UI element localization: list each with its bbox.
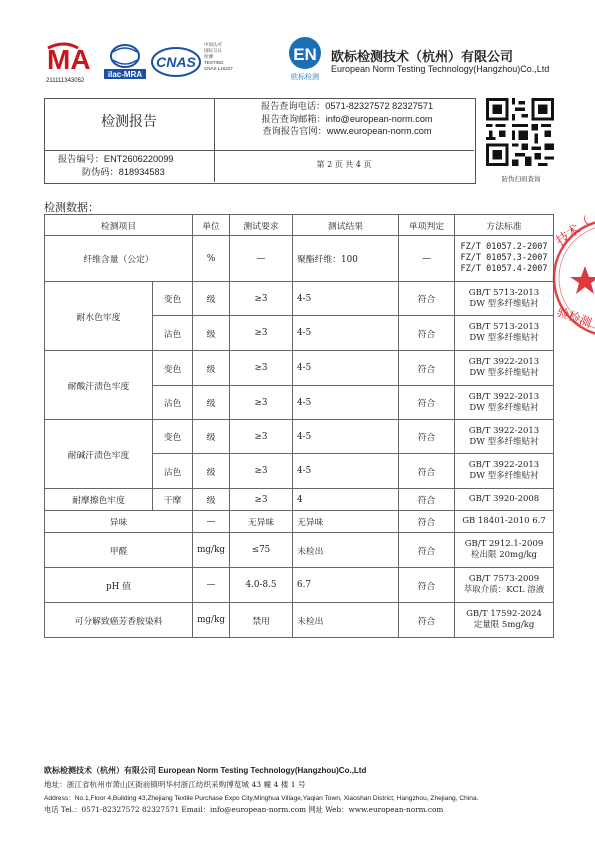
ilac-text: ilac-MRA [107,70,143,79]
table-cell: ≥3 [230,454,293,489]
table-cell: GB/T 7573-2009 萃取介质：KCL 溶液 [455,568,554,603]
table-cell: GB 18401-2010 6.7 [455,511,554,533]
table-cell: 沾色 [153,316,193,351]
table-cell: 4-5 [293,282,399,316]
table-cell: 4-5 [293,420,399,454]
table-cell: 6.7 [293,568,399,603]
table-cell: ≥3 [230,351,293,386]
table-cell: 沾色 [153,386,193,420]
company-name-en: European Norm Testing Technology(Hangzhou)Co.,Ltd [331,64,550,74]
table-cell: 沾色 [153,454,193,489]
table-cell: 符合 [399,316,455,351]
table-cell: 级 [193,454,230,489]
table-cell: 变色 [153,282,193,316]
footer-address-en: Address：No.1,Floor 4,Building 43,Zhejiang Textile Purchase Expo City,Minghua Village,Yaqian Town, Xiaoshan District, Hangzhou, Zhejiang, China. [44,795,479,802]
table-cell: 级 [193,420,230,454]
table-cell: 变色 [153,351,193,386]
header-judgement: 单项判定 [399,215,455,236]
table-cell: % [193,236,230,282]
table-cell: FZ/T 01057.2-2007 FZ/T 01057.3-2007 FZ/T 01057.4-2007 [455,236,554,282]
cma-code: 211111343052 [46,78,85,84]
header-item: 检测项目 [45,215,193,236]
table-row [45,603,554,638]
email-line: 报告查询邮箱：info@european-norm.com [261,113,433,124]
table-cell: 符合 [399,454,455,489]
table-cell: 无异味 [230,511,293,533]
header-method: 方法标准 [455,215,554,236]
header-requirement: 测试要求 [230,215,293,236]
table-cell: 耐摩擦色牢度 [45,489,153,511]
footer-address-cn: 地址：浙江省杭州市萧山区衙前镇明华村浙江纺织采购博览城 43 幢 4 楼 1 号 [44,780,306,789]
table-cell: 符合 [399,511,455,533]
company-name-cn: 欧标检测技术（杭州）有限公司 [331,49,514,64]
table-cell: ≥3 [230,420,293,454]
table-row [45,511,554,533]
table-cell: — [193,511,230,533]
table-header-row [45,215,554,236]
table-cell: — [399,236,455,282]
table-row [45,533,554,568]
table-cell: 4-5 [293,316,399,351]
report-contact-info [220,100,474,138]
footer-contact: 电话 Tel.：0571-82327572 82327571 Email：info@european-norm.com 网址 Web：www.european-norm.com [44,805,444,814]
table-cell: ≥3 [230,386,293,420]
table-cell: 符合 [399,282,455,316]
table-cell: 符合 [399,420,455,454]
table-cell: 禁用 [230,603,293,638]
table-cell: GB/T 3920-2008 [455,489,554,511]
table-cell: 可分解致癌芳香胺染料 [45,603,193,638]
table-cell: 级 [193,351,230,386]
cnas-text: CNAS [156,54,196,70]
qr-code[interactable] [486,98,554,166]
logo-caption: 欧标检测 [291,73,319,81]
cnas-logo [150,40,202,80]
table-cell: 级 [193,489,230,511]
table-cell: — [230,236,293,282]
svg-text:验检测: 验检测 [554,304,594,331]
table-cell: 未检出 [293,533,399,568]
table-cell: 级 [193,386,230,420]
table-row [45,489,554,511]
table-cell: 异味 [45,511,193,533]
table-cell: 变色 [153,420,193,454]
table-cell: GB/T 3922-2013 DW 型多纤维贴衬 [455,454,554,489]
anti-fake-code: 防伪码：818934583 [82,166,165,177]
test-data-table [44,214,554,638]
table-cell: 符合 [399,386,455,420]
table-cell: 4 [293,489,399,511]
table-cell: mg/kg [193,603,230,638]
table-cell: 符合 [399,489,455,511]
page-number: 第 2 页 共 4 页 [316,160,372,169]
table-cell: pH 值 [45,568,193,603]
report-number-block [58,153,173,178]
table-cell: 无异味 [293,511,399,533]
table-cell: 甲醛 [45,533,193,568]
table-cell: 4-5 [293,386,399,420]
table-row [45,282,554,316]
table-cell: 级 [193,316,230,351]
table-cell: 符合 [399,603,455,638]
table-cell: GB/T 5713-2013 DW 型多纤维贴衬 [455,316,554,351]
table-row [45,236,554,282]
table-cell: GB/T 2912.1-2009 检出限 20mg/kg [455,533,554,568]
table-cell: GB/T 17592-2024 定量限 5mg/kg [455,603,554,638]
section-title: 检测数据： [44,201,99,214]
table-cell: 4-5 [293,454,399,489]
table-cell: 纤维含量（公定） [45,236,193,282]
table-cell: 未检出 [293,603,399,638]
table-cell: ≥3 [230,316,293,351]
qr-caption: 防伪扫码查询 [501,176,541,183]
svg-text:EN: EN [293,45,317,64]
report-title: 检测报告 [101,114,157,130]
table-cell: 4.0-8.5 [230,568,293,603]
footer-company: 欧标检测技术（杭州）有限公司 European Norm Testing Technology(Hangzhou)Co.,Ltd [44,766,367,775]
company-seal-stamp [552,210,595,345]
table-cell: 聚酯纤维：100 [293,236,399,282]
svg-text:MA: MA [47,44,91,75]
table-cell: 4-5 [293,351,399,386]
phone-line: 报告查询电话：0571-82327572 82327571 [260,101,434,111]
svg-text:技术（: 技术（ [553,214,595,250]
table-cell: 耐酸汗渍色牢度 [45,351,153,420]
divider [44,150,474,151]
table-cell: 符合 [399,533,455,568]
table-cell: ≥3 [230,282,293,316]
web-line: 查询报告官网：www.european-norm.com [262,126,432,136]
table-cell: 符合 [399,568,455,603]
table-cell: ≤75 [230,533,293,568]
table-cell: 符合 [399,351,455,386]
table-cell: ≥3 [230,489,293,511]
table-cell: mg/kg [193,533,230,568]
cma-logo [44,42,96,82]
table-cell: 耐碱汗渍色牢度 [45,420,153,489]
table-cell: 干摩 [153,489,193,511]
european-norm-logo [283,36,327,82]
table-cell: GB/T 3922-2013 DW 型多纤维贴衬 [455,351,554,386]
header-unit: 单位 [193,215,230,236]
table-cell: — [193,568,230,603]
table-row [45,351,554,386]
table-cell: GB/T 5713-2013 DW 型多纤维贴衬 [455,282,554,316]
table-cell: GB/T 3922-2013 DW 型多纤维贴衬 [455,386,554,420]
table-cell: GB/T 3922-2013 DW 型多纤维贴衬 [455,420,554,454]
table-cell: 耐水色牢度 [45,282,153,351]
table-cell: 级 [193,282,230,316]
ilac-mra-logo [102,42,148,82]
report-number: 报告编号：ENT2606220099 [58,154,174,164]
header-result: 测试结果 [293,215,399,236]
table-row [45,568,554,603]
table-row [45,420,554,454]
cnas-accreditation-text: 中国认可 国际互认 检测 TESTING CNAS L16227 [204,42,233,71]
